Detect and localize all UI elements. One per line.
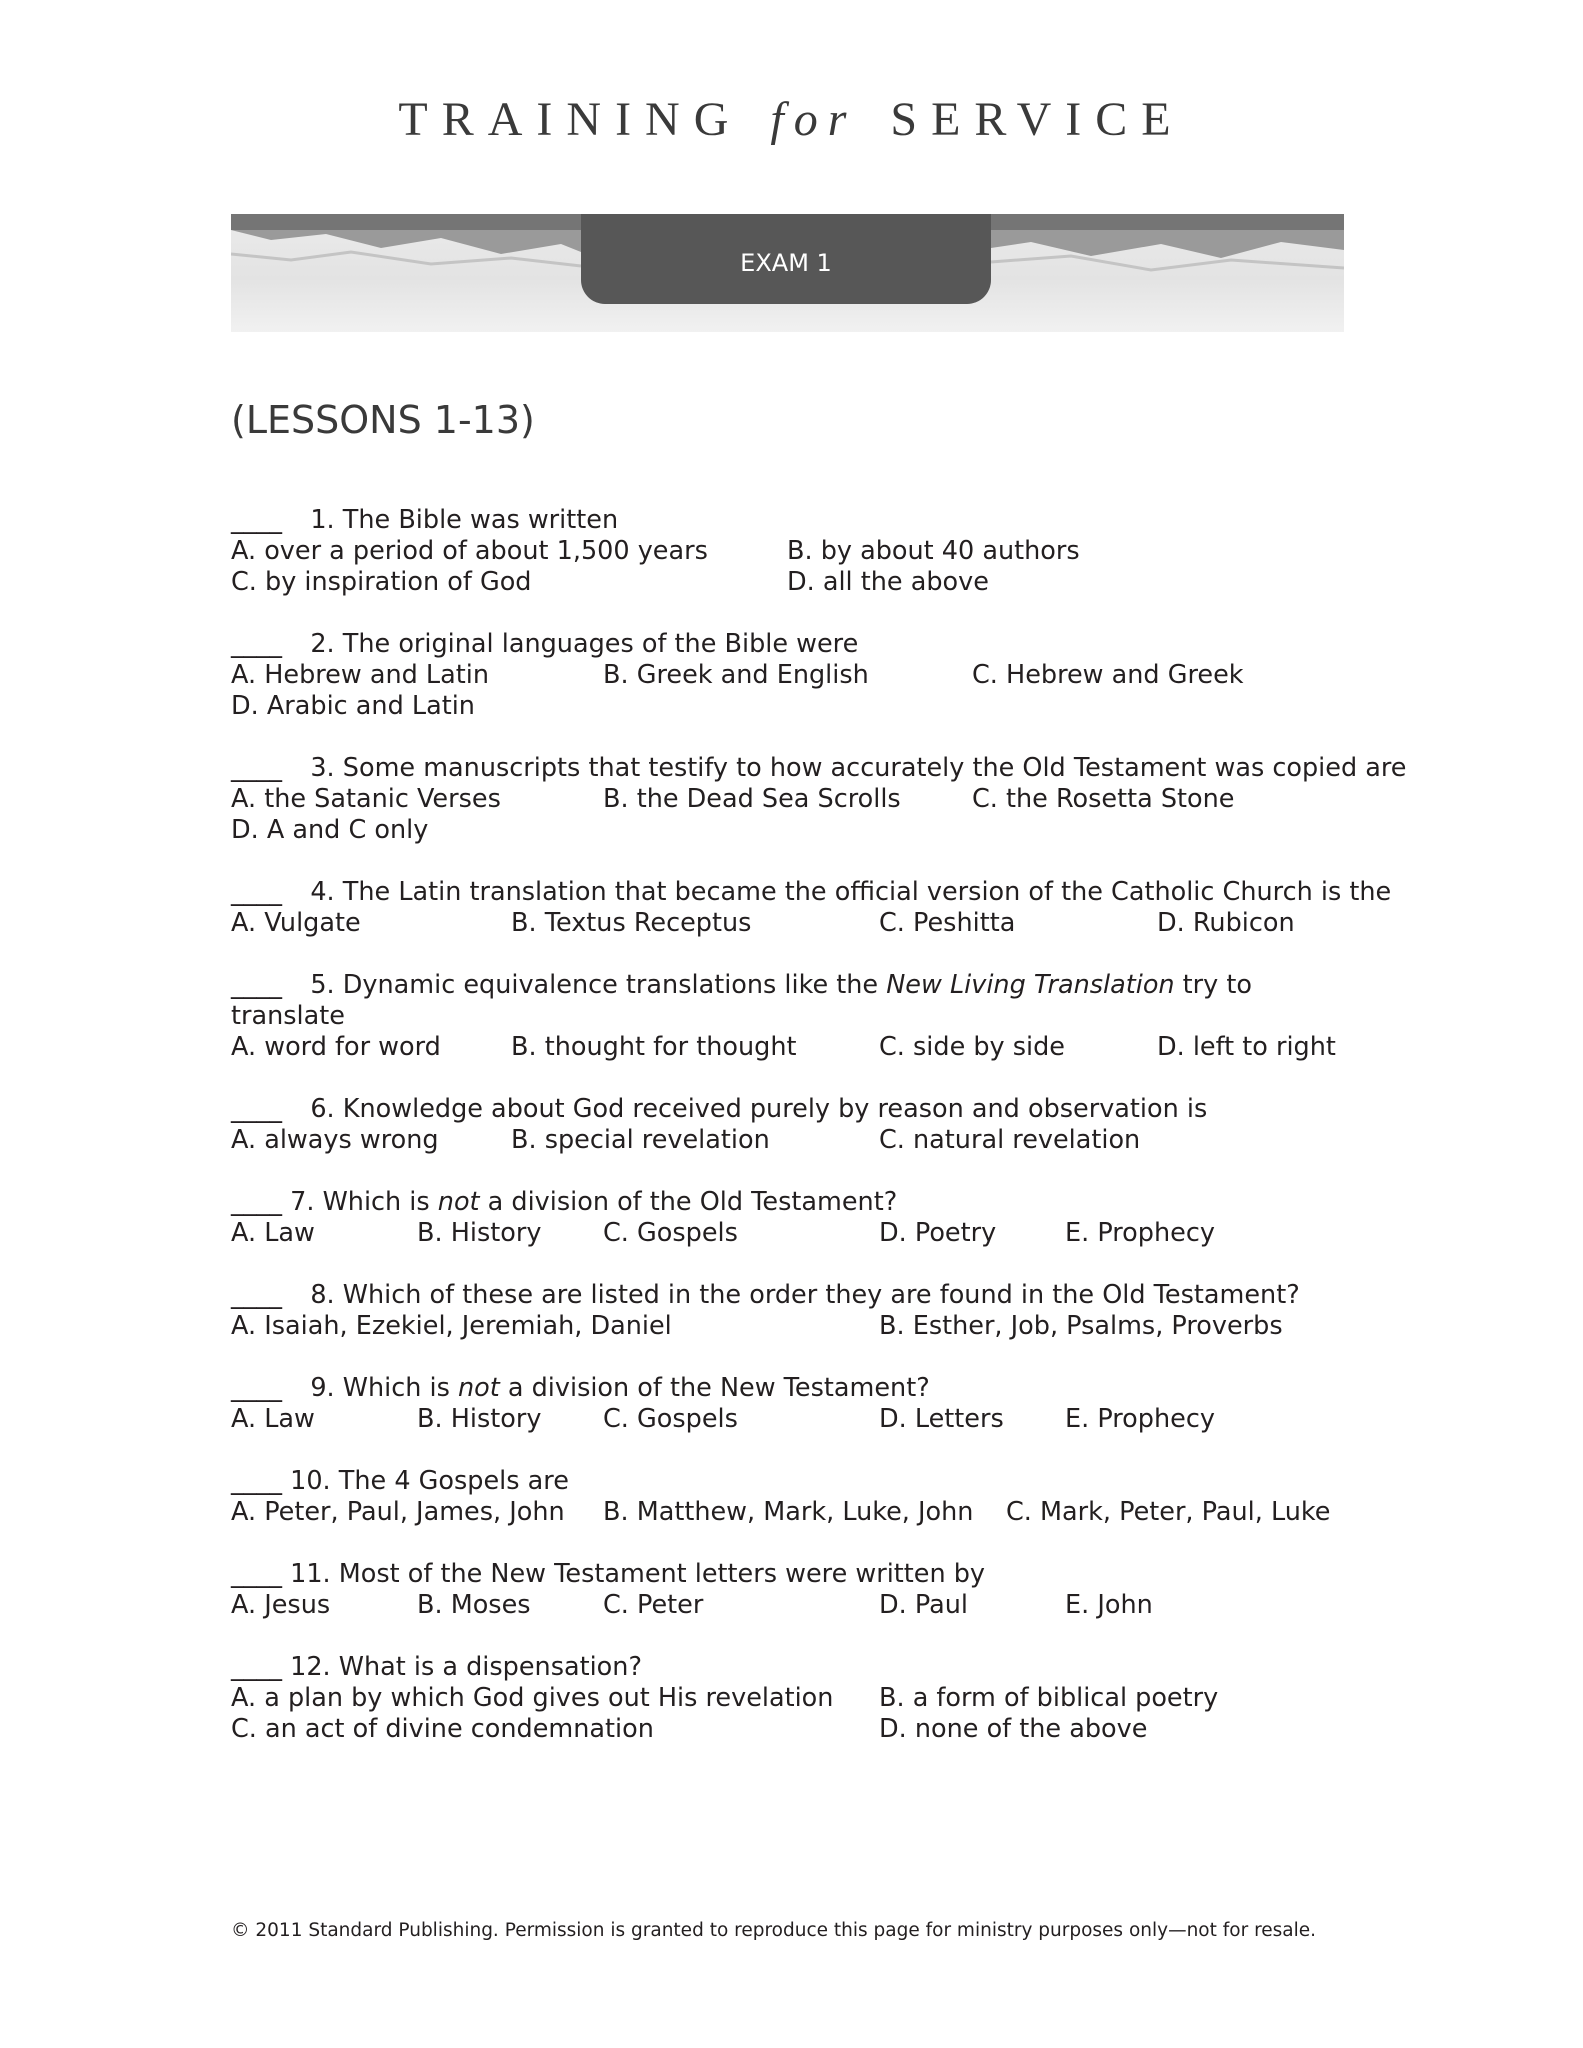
answer-blank[interactable]: ____ — [231, 1094, 282, 1124]
question-stem — [231, 629, 1351, 660]
question-3 — [231, 753, 1407, 846]
answer-blank[interactable]: ____ — [231, 1373, 282, 1403]
option-row — [231, 567, 1351, 598]
question-number: 12. — [290, 1652, 331, 1682]
question-12 — [231, 1652, 1351, 1745]
option-row — [231, 1683, 1351, 1714]
question-text: Knowledge about God received purely by reason and observation is — [342, 1094, 1208, 1124]
page-header — [0, 92, 1583, 147]
option-d: D. A and C only — [231, 815, 429, 845]
question-stem — [231, 877, 1392, 908]
section-title: (LESSONS 1-13) — [231, 398, 535, 442]
question-9 — [231, 1373, 1351, 1435]
answer-blank[interactable]: ____ — [231, 1280, 282, 1310]
question-stem — [231, 1373, 1351, 1404]
question-stem — [231, 970, 1351, 1032]
option-c: C. Mark, Peter, Paul, Luke — [1006, 1497, 1331, 1527]
option-c: C. Peter — [603, 1590, 704, 1620]
question-number: 10. — [290, 1466, 331, 1496]
option-row — [231, 1218, 1351, 1249]
option-b: B. History — [417, 1404, 542, 1434]
option-row — [231, 815, 1351, 846]
option-b: B. thought for thought — [511, 1032, 797, 1062]
option-b: B. special revelation — [511, 1125, 770, 1155]
header-word-for: for — [770, 93, 857, 146]
option-row — [231, 1032, 1351, 1063]
question-stem — [231, 1466, 1351, 1497]
question-stem — [231, 1559, 1351, 1590]
question-number: 5. — [310, 970, 335, 1000]
option-d: D. Poetry — [879, 1218, 997, 1248]
answer-blank[interactable]: ____ — [231, 970, 282, 1000]
option-a: A. a plan by which God gives out His revelation — [231, 1683, 834, 1713]
question-number: 8. — [310, 1280, 335, 1310]
option-a: A. always wrong — [231, 1125, 439, 1155]
option-a: A. Isaiah, Ezekiel, Jeremiah, Daniel — [231, 1311, 672, 1341]
option-row — [231, 660, 1351, 691]
answer-blank[interactable]: ____ — [231, 629, 282, 659]
option-row — [231, 1497, 1351, 1528]
option-a: A. the Satanic Verses — [231, 784, 501, 814]
exam-banner — [231, 214, 1344, 332]
option-c: C. the Rosetta Stone — [972, 784, 1235, 814]
option-a: A. Jesus — [231, 1590, 331, 1620]
option-c: C. Gospels — [603, 1404, 738, 1434]
question-8 — [231, 1280, 1351, 1342]
question-2 — [231, 629, 1351, 722]
option-c: C. natural revelation — [879, 1125, 1141, 1155]
question-text-start: Dynamic equivalence translations like the — [342, 970, 887, 1000]
answer-blank[interactable]: ____ — [231, 1187, 282, 1217]
question-11 — [231, 1559, 1351, 1621]
option-row — [231, 1404, 1351, 1435]
answer-blank[interactable]: ____ — [231, 505, 282, 535]
option-c: C. Gospels — [603, 1218, 738, 1248]
option-c: C. side by side — [879, 1032, 1065, 1062]
question-text: The 4 Gospels are — [338, 1466, 569, 1496]
option-e: E. Prophecy — [1065, 1218, 1215, 1248]
answer-blank[interactable]: ____ — [231, 1652, 282, 1682]
option-a: A. Hebrew and Latin — [231, 660, 489, 690]
question-text: The Latin translation that became the official version of the Catholic Church is the — [342, 877, 1392, 907]
option-e: E. Prophecy — [1065, 1404, 1215, 1434]
option-b: B. by about 40 authors — [787, 536, 1080, 566]
question-number: 2. — [310, 629, 335, 659]
option-c: C. Peshitta — [879, 908, 1016, 938]
question-text-start: Which is — [322, 1187, 438, 1217]
option-b: B. Textus Receptus — [511, 908, 752, 938]
option-c: C. Hebrew and Greek — [972, 660, 1244, 690]
question-stem — [231, 1652, 1351, 1683]
option-row — [231, 784, 1351, 815]
option-a: A. Law — [231, 1404, 315, 1434]
question-number: 7. — [290, 1187, 315, 1217]
option-b: B. the Dead Sea Scrolls — [603, 784, 901, 814]
option-d: D. Rubicon — [1157, 908, 1295, 938]
option-b: B. Matthew, Mark, Luke, John — [603, 1497, 974, 1527]
question-stem — [231, 1094, 1351, 1125]
answer-blank[interactable]: ____ — [231, 1559, 282, 1589]
question-text-end: a division of the New Testament? — [499, 1373, 930, 1403]
question-6 — [231, 1094, 1351, 1156]
question-text: Most of the New Testament letters were written by — [338, 1559, 986, 1589]
question-stem — [231, 505, 1351, 536]
copyright-footer: © 2011 Standard Publishing. Permission is granted to reproduce this page for ministry purposes only—not for resale. — [231, 1920, 1317, 1941]
option-b: B. History — [417, 1218, 542, 1248]
option-a: A. over a period of about 1,500 years — [231, 536, 708, 566]
emphasis-not: not — [437, 1187, 480, 1217]
question-stem — [231, 753, 1407, 784]
question-7 — [231, 1187, 1351, 1249]
question-number: 11. — [290, 1559, 331, 1589]
question-stem — [231, 1187, 1351, 1218]
header-word-service: SERVICE — [890, 93, 1185, 146]
option-row — [231, 691, 1351, 722]
option-b: B. Moses — [417, 1590, 531, 1620]
option-row — [231, 1590, 1351, 1621]
option-row — [231, 908, 1351, 939]
answer-blank[interactable]: ____ — [231, 753, 282, 783]
option-a: A. word for word — [231, 1032, 441, 1062]
translation-title: New Living Translation — [886, 970, 1175, 1000]
option-d: D. left to right — [1157, 1032, 1336, 1062]
option-b: B. a form of biblical poetry — [879, 1683, 1219, 1713]
question-text: What is a dispensation? — [338, 1652, 642, 1682]
option-b: B. Esther, Job, Psalms, Proverbs — [879, 1311, 1283, 1341]
option-d: D. Arabic and Latin — [231, 691, 475, 721]
answer-blank[interactable]: ____ — [231, 877, 282, 907]
question-number: 6. — [310, 1094, 335, 1124]
emphasis-not: not — [458, 1373, 500, 1403]
option-row — [231, 536, 1351, 567]
question-text-end: a division of the Old Testament? — [479, 1187, 898, 1217]
exam-tab-label: EXAM 1 — [740, 249, 832, 277]
question-number: 9. — [310, 1373, 335, 1403]
question-text-start: Which is — [342, 1373, 459, 1403]
option-a: A. Law — [231, 1218, 315, 1248]
question-list — [231, 505, 1407, 1776]
question-10 — [231, 1466, 1351, 1528]
answer-blank[interactable]: ____ — [231, 1466, 282, 1496]
question-text: The original languages of the Bible were — [342, 629, 859, 659]
option-b: B. Greek and English — [603, 660, 869, 690]
header-word-training: TRAINING — [398, 93, 743, 146]
option-d: D. Paul — [879, 1590, 968, 1620]
question-4 — [231, 877, 1392, 939]
question-1 — [231, 505, 1351, 598]
option-c: C. by inspiration of God — [231, 567, 532, 597]
option-c: C. an act of divine condemnation — [231, 1714, 654, 1744]
question-text: The Bible was written — [342, 505, 619, 535]
option-row — [231, 1714, 1351, 1745]
question-text-end: try to translate — [231, 970, 1252, 1031]
question-number: 4. — [310, 877, 335, 907]
option-a: A. Peter, Paul, James, John — [231, 1497, 565, 1527]
option-row — [231, 1311, 1351, 1342]
option-d: D. Letters — [879, 1404, 1004, 1434]
exam-tab — [581, 214, 991, 304]
question-number: 3. — [310, 753, 335, 783]
option-a: A. Vulgate — [231, 908, 361, 938]
option-d: D. none of the above — [879, 1714, 1148, 1744]
question-text: Some manuscripts that testify to how accurately the Old Testament was copied are — [342, 753, 1407, 783]
question-number: 1. — [310, 505, 335, 535]
question-5 — [231, 970, 1351, 1063]
question-text: Which of these are listed in the order they are found in the Old Testament? — [342, 1280, 1300, 1310]
option-d: D. all the above — [787, 567, 989, 597]
option-row — [231, 1125, 1351, 1156]
question-stem — [231, 1280, 1351, 1311]
option-e: E. John — [1065, 1590, 1153, 1620]
